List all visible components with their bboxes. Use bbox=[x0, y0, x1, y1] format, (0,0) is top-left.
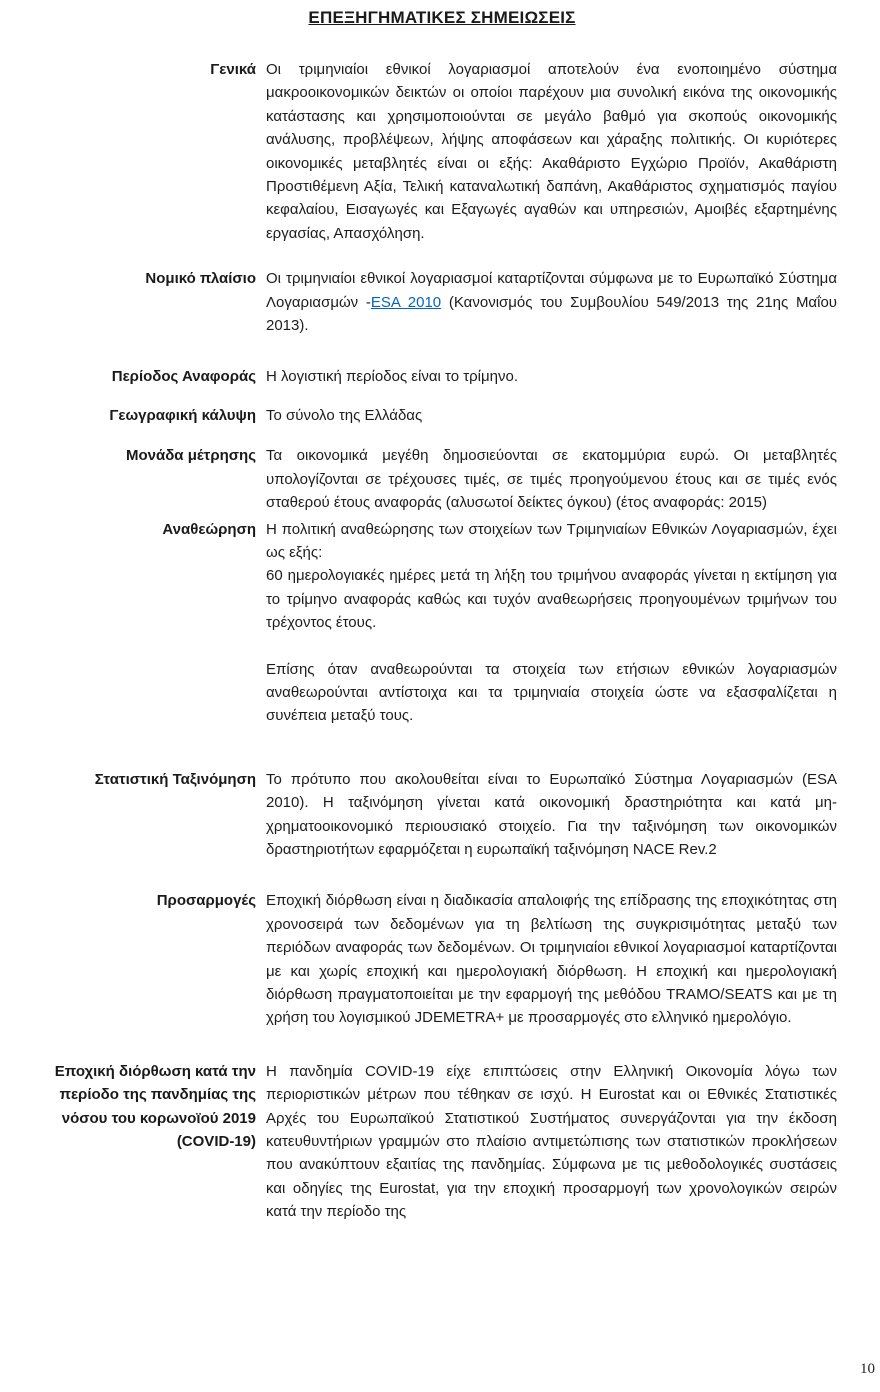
section-label: Προσαρμογές bbox=[156, 892, 256, 910]
paragraph: Η λογιστική περίοδος είναι το τρίμηνο. bbox=[266, 368, 519, 386]
paragraph: Τα οικονομικά μεγέθη δημοσιεύονται σε εκατομμύρια ευρώ. Οι μεταβλητές υπολογίζονται σε τρέχουσες τιμές, σε τιμές προηγούμενου έτους και σε τιμές ενός σταθερού έτους αναφοράς (αλυσωτοί δείκτες όγκου) (έτος αναφοράς: 2015) bbox=[266, 447, 837, 512]
section-label: Γεωγραφική κάλυψη bbox=[109, 406, 256, 424]
section-label: Στατιστική Ταξινόμηση bbox=[94, 770, 256, 788]
section-prosarmoges bbox=[47, 889, 837, 1029]
section-label: Γενικά bbox=[210, 61, 256, 78]
section-epoxiki-diorthosi-covid bbox=[47, 1060, 837, 1224]
paragraph: Το πρότυπο που ακολουθείται είναι το Ευρωπαϊκό Σύστημα Λογαριασμών (ESA 2010). Η ταξινόμηση γίνεται κατά οικονομική δραστηριότητα και κατά μη-χρηματοοικονομικό περιουσιακό στοιχείο. Για την ταξινόμηση των οικονομικών δραστηριοτήτων εφαρμόζεται η ευρωπαϊκή ταξινόμηση NACE Rev.2 bbox=[266, 770, 837, 858]
section-periodos-anaforas bbox=[47, 365, 837, 388]
section-label: Περίοδος Αναφοράς bbox=[111, 368, 256, 386]
section-label: Αναθεώρηση bbox=[162, 520, 256, 538]
paragraph: 60 ημερολογιακές ημέρες μετά τη λήξη του τριμήνου αναφοράς γίνεται η εκτίμηση για το τρίμηνο αναφοράς καθώς και τυχόν αναθεωρήσεις προηγουμένων τριμήνων του τρέχοντος έτους. bbox=[266, 567, 837, 632]
section-body bbox=[266, 404, 837, 427]
section-label: Εποχική διόρθωση κατά την περίοδο της πανδημίας της νόσου του κορωνοϊού 2019 (COVID-19) bbox=[54, 1062, 256, 1151]
section-label: Νομικό πλαίσιο bbox=[145, 270, 256, 288]
section-geografiki-kalypsi bbox=[47, 404, 837, 427]
page-number: 10 bbox=[860, 1361, 875, 1377]
paragraph: Η πολιτική αναθεώρησης των στοιχείων των Τριμηνιαίων Εθνικών Λογαριασμών, έχει ως εξής: bbox=[266, 520, 837, 561]
section-body bbox=[266, 444, 837, 514]
paragraph: Το σύνολο της Ελλάδας bbox=[266, 406, 423, 424]
paragraph: Η πανδημία COVID-19 είχε επιπτώσεις στην Ελληνική Οικονομία λόγω των περιοριστικών μέτρων που τέθηκαν σε ισχύ. Η Eurostat και οι Εθνικές Στατιστικές Αρχές του Ευρωπαϊκού Στατιστικού Συστήματος συνεργάζονται για την έκδοση κατευθυντήριων γραμμών στο πλαίσιο αντιμετώπισης των στατιστικών προκλήσεων που ανακύπτουν εξαιτίας της πανδημίας. Σύμφωνα με τις μεθοδολογικές συστάσεις και οδηγίες της Eurostat, για την εποχική προσαρμογή των χρονολογικών σειρών κατά την περίοδο της bbox=[266, 1062, 837, 1221]
esa-2010-link[interactable]: ESA 2010 bbox=[370, 293, 442, 311]
text-after-link: (Κανονισμός του Συμβουλίου 549/2013 της 21ης Μαΐου 2013). bbox=[266, 293, 837, 335]
section-body bbox=[266, 1060, 837, 1224]
page-title: ΕΠΕΞΗΓΗΜΑΤΙΚΕΣ ΣΗΜΕΙΩΣΕΙΣ bbox=[308, 8, 576, 27]
paragraph: Οι τριμηνιαίοι εθνικοί λογαριασμοί αποτελούν ένα ενοποιημένο σύστημα μακροοικονομικών δεικτών οι οποίοι παρέχουν μια συνολική εικόνα της οικονομικής κατάστασης και χρησιμοποιούνται σε μεγάλο βαθμό για σκοπούς οικονομικής ανάλυσης, προβλέψεων, λήψης αποφάσεων και χάραξης πολιτικής. Οι κυριότερες οικονομικές μεταβλητές είναι οι εξής: Ακαθάριστο Εγχώριο Προϊόν, Ακαθάριστη Προστιθέμενη Αξία, Τελική καταναλωτική δαπάνη, Ακαθάριστος σχηματισμός παγίου κεφαλαίου, Εισαγωγές και Εξαγωγές αγαθών και υπηρεσιών, Αμοιβές εξαρτημένης εργασίας, Απασχόληση. bbox=[266, 61, 837, 242]
section-statistiki-taxinomisi bbox=[47, 768, 837, 862]
section-nomiko-plaisio bbox=[47, 267, 837, 337]
section-body bbox=[266, 58, 837, 245]
section-monada-metrisis bbox=[47, 444, 837, 514]
paragraph: Επίσης όταν αναθεωρούνται τα στοιχεία των ετήσιων εθνικών λογαριασμών αναθεωρούνται αντίστοιχα και τα τριμηνιαία στοιχεία ώστε να εξασφαλίζεται η συνέπεια μεταξύ τους. bbox=[266, 660, 837, 725]
section-genika bbox=[47, 58, 837, 245]
paragraph: Εποχική διόρθωση είναι η διαδικασία απαλοιφής της επίδρασης της εποχικότητας στη χρονοσειρά των δεδομένων για τη βελτίωση της συγκρισιμότητας μεταξύ των περιόδων αναφοράς των δεδομένων. Οι τριμηνιαίοι εθνικοί λογαριασμοί καταρτίζονται με και χωρίς εποχική και ημερολογιακή διόρθωση. Η εποχική και ημερολογιακή διόρθωση πραγματοποιείται με την εφαρμογή της μεθόδου TRAMO/SEATS και με τη χρήση του λογισμικού JDEMETRA+ με προσαρμογές στο ελληνικό ημερολόγιο. bbox=[266, 892, 837, 1027]
section-body bbox=[266, 889, 837, 1029]
paragraph bbox=[266, 267, 837, 337]
section-body bbox=[266, 365, 837, 388]
text-before-link: Οι τριμηνιαίοι εθνικοί λογαριασμοί καταρτίζονται σύμφωνα με το Ευρωπαϊκό Σύστημα Λογαριασμών - bbox=[266, 270, 837, 311]
section-label: Μονάδα μέτρησης bbox=[125, 447, 256, 465]
section-body bbox=[266, 267, 837, 337]
section-body bbox=[266, 518, 837, 728]
section-anatheorisi bbox=[47, 518, 837, 728]
section-body bbox=[266, 768, 837, 862]
